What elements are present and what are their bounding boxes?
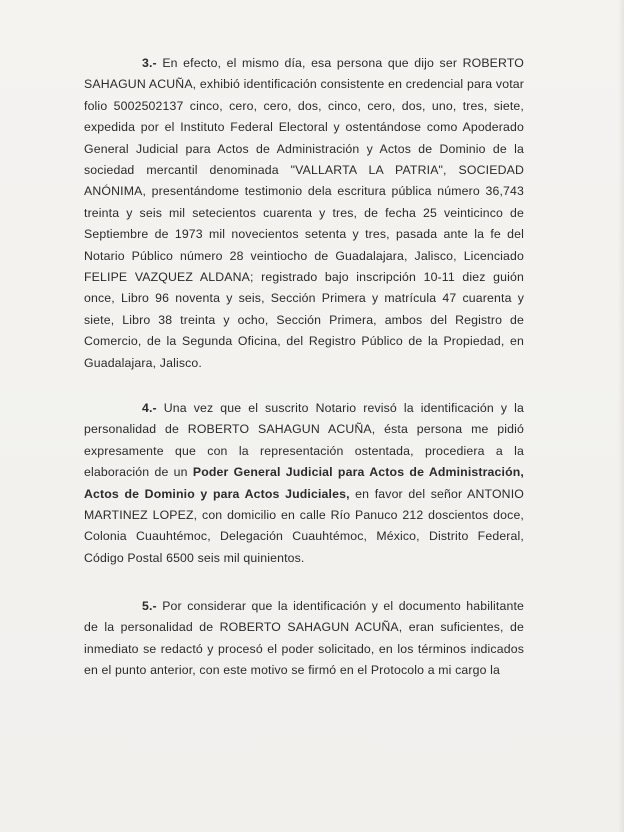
paragraph-5-body: [84, 596, 524, 682]
scan-edge-shadow: [618, 0, 624, 832]
paragraph-5-text: Por considerar que la identificación y el documento habilitante de la personalidad de ROBERTO SAHAGUN ACUÑA, eran suficientes, de inmediato se redactó y procesó el poder solicitado, en los términos indicados en el punto anterior, con este motivo se firmó en el Protocolo a mi cargo la: [84, 599, 524, 678]
paragraph-3-body: [84, 53, 524, 374]
paragraph-3-text: En efecto, el mismo día, esa persona que dijo ser ROBERTO SAHAGUN ACUÑA, exhibió identificación consistente en credencial para votar folio 5002502137 cinco, cero, cero, dos, cinco, cero, dos, uno, tres, siete, expedida por el Instituto Federal Electoral y ostentándose como Apoderado General Judicial para Actos de Administración y Actos de Dominio de la sociedad mercantil denominada "VALLARTA LA PATRIA", SOCIEDAD ANÓNIMA, presentándome testimonio dela escritura pública número 36,743 treinta y seis mil setecientos cuarenta y tres, de fecha 25 veinticinco de Septiembre de 1973 mil novecientos setenta y tres, pasada ante la fe del Notario Público número 28 veintiocho de Guadalajara, Jalisco, Licenciado FELIPE VAZQUEZ ALDANA; registrado bajo inscripción 10-11 diez guión once, Libro 96 noventa y seis, Sección Primera y matrícula 47 cuarenta y siete, Libro 38 treinta y ocho, Sección Primera, ambos del Registro de Comercio, de la Segunda Oficina, del Registro Público de la Propiedad, en Guadalajara, Jalisco.: [84, 56, 524, 370]
paragraph-5-number: 5.-: [142, 599, 157, 613]
paragraph-4-number: 4.-: [142, 401, 157, 415]
paragraph-4: [84, 398, 524, 569]
paragraph-4-bold-text: Poder General Judicial para Actos de Administración, Actos de Dominio y para Actos Judiciales,: [84, 465, 524, 501]
paragraph-4-text-before: Una vez que el suscrito Notario revisó la identificación y la personalidad de ROBERTO SAHAGUN ACUÑA, ésta persona me pidió expresamente que con la representación ostentada, procediera a la elaboración de un: [84, 401, 524, 480]
paragraph-4-text-after: en favor del señor ANTONIO MARTINEZ LOPEZ, con domicilio en calle Río Panuco 212 doscientos doce, Colonia Cuauhtémoc, Delegación Cuauhtémoc, México, Distrito Federal, Código Postal 6500 seis mil quinientos.: [84, 486, 524, 565]
paragraph-5: [84, 596, 524, 682]
paragraph-3-number: 3.-: [142, 56, 157, 70]
paragraph-4-body: [84, 398, 524, 569]
paragraph-3: [84, 53, 524, 374]
